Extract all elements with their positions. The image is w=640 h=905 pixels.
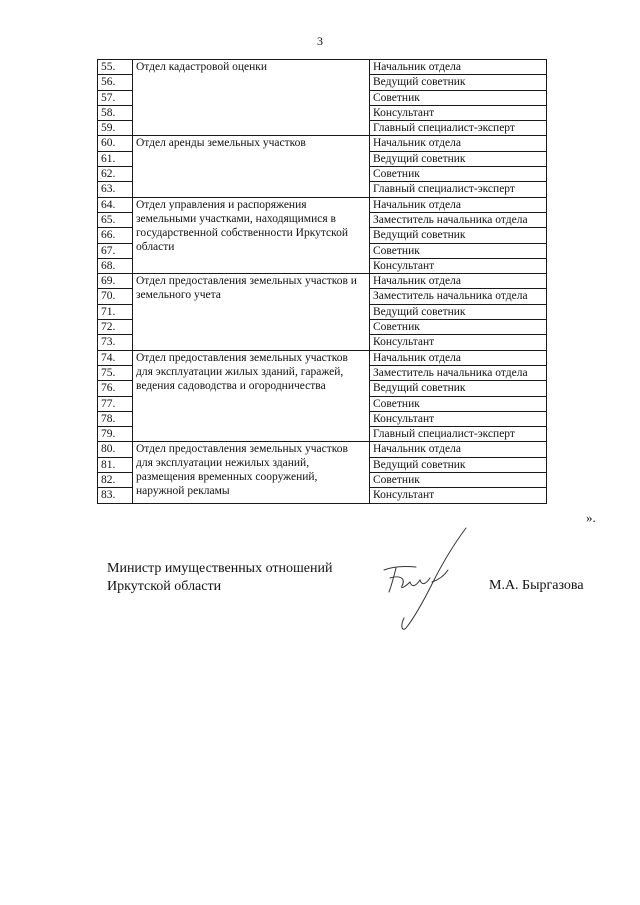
position-title: Начальник отдела: [370, 60, 547, 75]
position-title: Начальник отдела: [370, 197, 547, 212]
department-name: Отдел управления и распоряжения земельными участками, находящимися в государственной собственности Иркутской области: [133, 197, 370, 273]
row-number: 67.: [98, 243, 133, 258]
staff-positions-table: [97, 59, 547, 504]
minister-title: [107, 560, 332, 596]
department-name: Отдел предоставления земельных участков для эксплуатации жилых зданий, гаражей, ведения садоводства и огородничества: [133, 350, 370, 442]
position-title: Ведущий советник: [370, 457, 547, 472]
row-number: 80.: [98, 442, 133, 457]
page-number: 3: [317, 34, 323, 48]
row-number: 82.: [98, 473, 133, 488]
position-title: Советник: [370, 320, 547, 335]
row-number: 73.: [98, 335, 133, 350]
row-number: 76.: [98, 381, 133, 396]
position-title: Консультант: [370, 258, 547, 273]
position-title: Начальник отдела: [370, 442, 547, 457]
position-title: Ведущий советник: [370, 228, 547, 243]
position-title: Ведущий советник: [370, 75, 547, 90]
minister-title-line-1: Министр имущественных отношений: [107, 561, 333, 576]
row-number: 64.: [98, 197, 133, 212]
row-number: 56.: [98, 75, 133, 90]
position-title: Консультант: [370, 488, 547, 503]
row-number: 79.: [98, 427, 133, 442]
closing-quote: ».: [586, 510, 596, 525]
department-name: Отдел предоставления земельных участков для эксплуатации нежилых зданий, размещения временных сооружений, наружной рекламы: [133, 442, 370, 503]
position-title: Консультант: [370, 105, 547, 120]
position-title: Заместитель начальника отдела: [370, 365, 547, 380]
position-title: Главный специалист-эксперт: [370, 121, 547, 136]
row-number: 70.: [98, 289, 133, 304]
staff-table-body: [98, 60, 547, 504]
position-title: Консультант: [370, 411, 547, 426]
row-number: 57.: [98, 90, 133, 105]
department-name: Отдел кадастровой оценки: [133, 60, 370, 136]
row-number: 55.: [98, 60, 133, 75]
row-number: 78.: [98, 411, 133, 426]
table-row: [98, 442, 547, 457]
row-number: 75.: [98, 365, 133, 380]
row-number: 68.: [98, 258, 133, 273]
row-number: 65.: [98, 212, 133, 227]
table-row: [98, 274, 547, 289]
row-number: 58.: [98, 105, 133, 120]
table-row: [98, 350, 547, 365]
position-title: Ведущий советник: [370, 381, 547, 396]
row-number: 66.: [98, 228, 133, 243]
position-title: Заместитель начальника отдела: [370, 212, 547, 227]
handwritten-signature: [370, 520, 480, 640]
position-title: Ведущий советник: [370, 151, 547, 166]
table-row: [98, 60, 547, 75]
position-title: Главный специалист-эксперт: [370, 427, 547, 442]
position-title: Ведущий советник: [370, 304, 547, 319]
row-number: 74.: [98, 350, 133, 365]
row-number: 77.: [98, 396, 133, 411]
position-title: Главный специалист-эксперт: [370, 182, 547, 197]
minister-name: М.А. Быргазова: [489, 578, 584, 593]
position-title: Начальник отдела: [370, 136, 547, 151]
department-name: Отдел аренды земельных участков: [133, 136, 370, 197]
row-number: 60.: [98, 136, 133, 151]
position-title: Консультант: [370, 335, 547, 350]
table-row: [98, 136, 547, 151]
row-number: 72.: [98, 320, 133, 335]
row-number: 71.: [98, 304, 133, 319]
row-number: 81.: [98, 457, 133, 472]
row-number: 63.: [98, 182, 133, 197]
table-row: [98, 197, 547, 212]
signature-drawing: [370, 520, 480, 635]
position-title: Заместитель начальника отдела: [370, 289, 547, 304]
position-title: Начальник отдела: [370, 350, 547, 365]
minister-title-line-2: Иркутской области: [107, 579, 222, 594]
row-number: 62.: [98, 167, 133, 182]
department-name: Отдел предоставления земельных участков и земельного учета: [133, 274, 370, 350]
position-title: Советник: [370, 396, 547, 411]
row-number: 69.: [98, 274, 133, 289]
row-number: 59.: [98, 121, 133, 136]
row-number: 61.: [98, 151, 133, 166]
position-title: Советник: [370, 473, 547, 488]
position-title: Советник: [370, 167, 547, 182]
position-title: Советник: [370, 90, 547, 105]
position-title: Советник: [370, 243, 547, 258]
row-number: 83.: [98, 488, 133, 503]
position-title: Начальник отдела: [370, 274, 547, 289]
